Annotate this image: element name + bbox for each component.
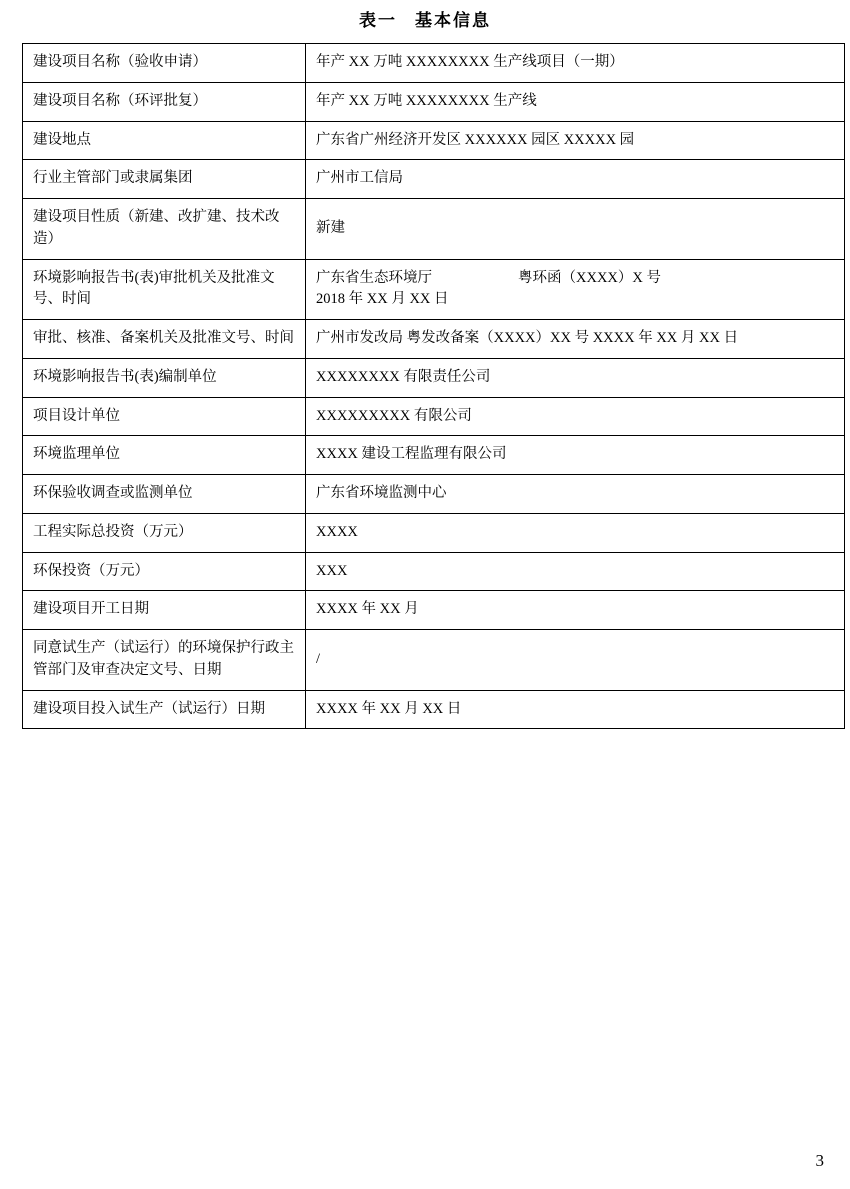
table-row	[23, 160, 845, 199]
table-row	[23, 552, 845, 591]
table-row	[23, 82, 845, 121]
table-row	[23, 259, 845, 320]
row-label: 环保投资（万元）	[23, 552, 306, 591]
row-value: 新建	[306, 199, 845, 260]
row-value: /	[306, 630, 845, 691]
table-row	[23, 436, 845, 475]
page-title-sub: 基本信息	[415, 11, 491, 30]
row-label: 同意试生产（试运行）的环境保护行政主管部门及审查决定文号、日期	[23, 630, 306, 691]
row-label: 建设项目性质（新建、改扩建、技术改造）	[23, 199, 306, 260]
page-title-main: 表一	[359, 11, 397, 30]
table-row	[23, 121, 845, 160]
basic-info-table	[22, 43, 845, 729]
row-value: XXXXXXXXX 有限公司	[306, 397, 845, 436]
table-row	[23, 44, 845, 83]
table-row	[23, 199, 845, 260]
row-label: 环境影响报告书(表)编制单位	[23, 358, 306, 397]
approval-doc-number: 粤环函（XXXX）X 号	[518, 269, 661, 286]
table-row	[23, 475, 845, 514]
row-value: XXXX 建设工程监理有限公司	[306, 436, 845, 475]
row-label: 建设项目投入试生产（试运行）日期	[23, 690, 306, 729]
row-value: XXXX 年 XX 月 XX 日	[306, 690, 845, 729]
table-row	[23, 513, 845, 552]
row-value	[306, 259, 845, 320]
row-value: XXXXXXXX 有限责任公司	[306, 358, 845, 397]
approval-authority: 广东省生态环境厅	[316, 269, 432, 286]
table-row	[23, 591, 845, 630]
table-row	[23, 320, 845, 359]
page-number: 3	[815, 1151, 824, 1170]
row-value: 广州市发改局 粤发改备案（XXXX）XX 号 XXXX 年 XX 月 XX 日	[306, 320, 845, 359]
row-value: 年产 XX 万吨 XXXXXXXX 生产线	[306, 82, 845, 121]
row-value: 广东省环境监测中心	[306, 475, 845, 514]
row-label: 行业主管部门或隶属集团	[23, 160, 306, 199]
table-row	[23, 358, 845, 397]
row-label: 建设项目开工日期	[23, 591, 306, 630]
row-value-line1	[316, 268, 834, 290]
row-label: 建设项目名称（环评批复）	[23, 82, 306, 121]
row-label: 工程实际总投资（万元）	[23, 513, 306, 552]
row-value: XXX	[306, 552, 845, 591]
row-value: XXXX	[306, 513, 845, 552]
row-value: XXXX 年 XX 月	[306, 591, 845, 630]
page-title	[22, 0, 828, 43]
row-value-line2: 2018 年 XX 月 XX 日	[316, 291, 449, 308]
row-label: 项目设计单位	[23, 397, 306, 436]
row-label: 环境影响报告书(表)审批机关及批准文号、时间	[23, 259, 306, 320]
table-row	[23, 397, 845, 436]
table-row	[23, 630, 845, 691]
row-value: 年产 XX 万吨 XXXXXXXX 生产线项目（一期）	[306, 44, 845, 83]
row-label: 审批、核准、备案机关及批准文号、时间	[23, 320, 306, 359]
row-label: 建设地点	[23, 121, 306, 160]
row-label: 环境监理单位	[23, 436, 306, 475]
row-label: 环保验收调查或监测单位	[23, 475, 306, 514]
row-value: 广州市工信局	[306, 160, 845, 199]
row-value: 广东省广州经济开发区 XXXXXX 园区 XXXXX 园	[306, 121, 845, 160]
table-row	[23, 690, 845, 729]
row-label: 建设项目名称（验收申请）	[23, 44, 306, 83]
